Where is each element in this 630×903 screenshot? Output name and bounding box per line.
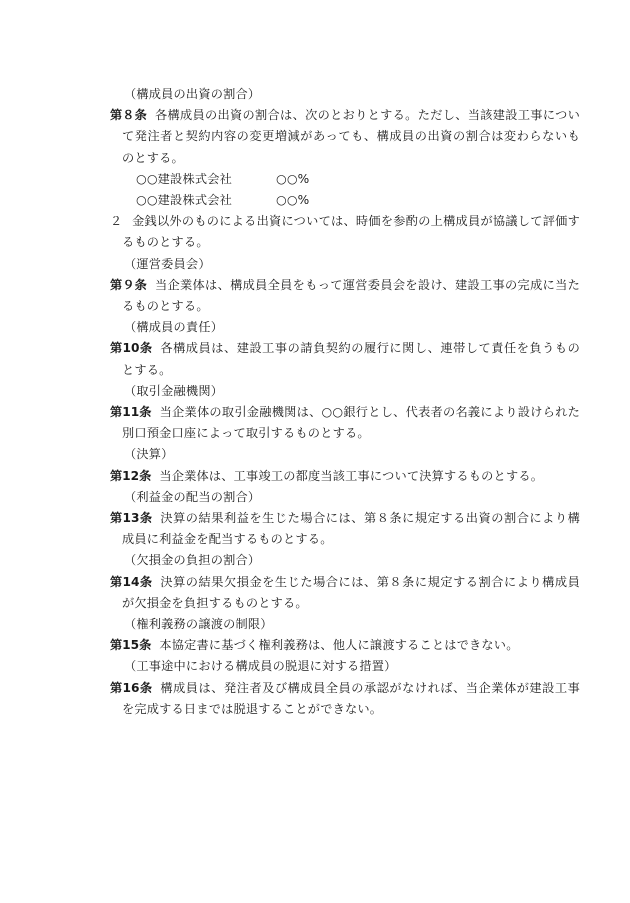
article-12-text: 当企業体は、工事竣工の都度当該工事について決算するものとする。 (159, 468, 544, 483)
share-row (110, 169, 580, 190)
article-16 (110, 678, 580, 720)
article-12-caption: （決算） (124, 447, 174, 462)
article-15 (110, 635, 580, 656)
share-company-name: ○○建設株式会社 (136, 171, 232, 186)
article-15-text: 本協定書に基づく権利義務は、他人に譲渡することはできない。 (159, 638, 519, 653)
article-8-text: 各構成員の出資の割合は、次のとおりとする。ただし、当該建設工事について発注者と契約内容の変更増減があっても、構成員の出資の割合は変わらないものとする。 (122, 108, 580, 165)
article-11-caption: （取引金融機関） (124, 383, 224, 398)
share-ratio: ○○% (276, 193, 310, 208)
share-company-name: ○○建設株式会社 (136, 193, 232, 208)
article-8-number: 第８条 (110, 108, 147, 123)
article-15-number: 第15条 (110, 638, 152, 653)
article-16-number: 第16条 (110, 680, 153, 695)
article-10 (110, 338, 580, 380)
article-9 (110, 275, 580, 317)
article-13-text: 決算の結果利益を生じた場合には、第８条に規定する出資の割合により構成員に利益金を配当するものとする。 (122, 511, 580, 547)
article-9-caption: （運営委員会） (124, 256, 211, 271)
article-14-caption: （欠損金の負担の割合） (124, 553, 261, 568)
article-9-text: 当企業体は、構成員全員をもって運営委員会を設け、建設工事の完成に当たるものとする。 (122, 277, 581, 314)
article-8-caption: （構成員の出資の割合） (124, 87, 261, 101)
article-13 (110, 508, 580, 550)
article-11-text: 当企業体の取引金融機関は、○○銀行とし、代表者の名義により設けられた別口預金口座によって取引するものとする。 (122, 405, 580, 441)
agreement-body (110, 84, 580, 720)
paragraph-text: 金銭以外のものによる出資については、時価を参酌の上構成員が協議して評価するものとする。 (122, 214, 580, 250)
article-8-paragraph-2 (110, 211, 580, 253)
article-8 (110, 105, 580, 169)
article-15-caption: （権利義務の譲渡の制限） (124, 617, 273, 632)
article-14-number: 第14条 (110, 574, 153, 589)
article-16-text: 構成員は、発注者及び構成員全員の承認がなければ、当企業体が建設工事を完成する日までは脱退することができない。 (122, 680, 580, 716)
article-12-number: 第12条 (110, 468, 152, 483)
article-9-number: 第９条 (110, 277, 147, 292)
paragraph-number: ２ (110, 214, 123, 229)
article-12 (110, 466, 580, 487)
article-13-caption: （利益金の配当の割合） (124, 489, 261, 504)
share-ratio: ○○% (276, 171, 310, 186)
article-10-number: 第10条 (110, 341, 153, 356)
share-row (110, 190, 580, 211)
article-16-caption: （工事途中における構成員の脱退に対する措置） (124, 659, 397, 674)
article-11-number: 第11条 (110, 405, 152, 420)
article-14 (110, 572, 580, 614)
article-11 (110, 402, 580, 444)
article-10-caption: （構成員の責任） (124, 320, 224, 335)
article-14-text: 決算の結果欠損金を生じた場合には、第８条に規定する割合により構成員が欠損金を負担するものとする。 (122, 574, 580, 610)
article-13-number: 第13条 (110, 511, 153, 526)
article-10-text: 各構成員は、建設工事の請負契約の履行に関し、連帯して責任を負うものとする。 (122, 341, 580, 377)
